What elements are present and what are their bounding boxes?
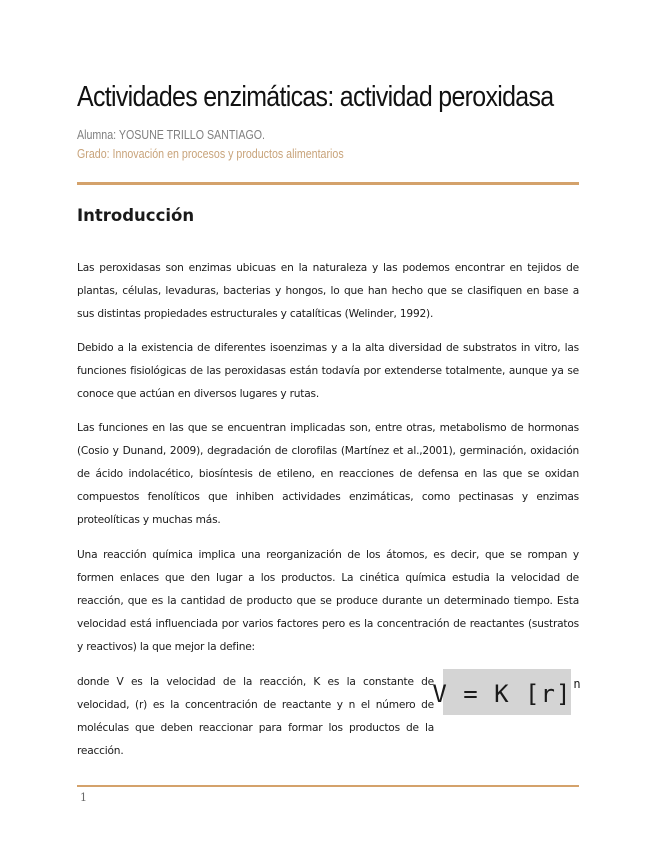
degree-line: Grado: Innovación en procesos y productos alimentarios [77, 146, 344, 161]
paragraph-5: donde V es la velocidad de la reacción, K es la constante de velocidad, (r) es la concentración de reactante y n el número de moléculas que deben reaccionar para formar los productos de la reacción. [77, 675, 434, 758]
rate-equation-base: V = K [r] [432, 679, 572, 708]
footer-divider [77, 785, 579, 787]
rate-equation [432, 677, 581, 708]
header-divider [77, 182, 579, 185]
rate-equation-exponent: n [573, 676, 582, 691]
paragraph-2: Debido a la existencia de diferentes isoenzimas y a la alta diversidad de substratos in vitro, las funciones fisiológicas de las peroxidasas están todavía por extenderse totalmente, aunque ya se conoce que actúan en diversos lugares y rutas. [77, 341, 579, 400]
section-heading: Introducción [77, 206, 195, 225]
rate-equation-image [432, 669, 582, 715]
author-line: Alumna: YOSUNE TRILLO SANTIAGO. [77, 127, 265, 142]
paragraph-3: Las funciones en las que se encuentran implicadas son, entre otras, metabolismo de hormonas (Cosio y Dunand, 2009), degradación de clorofilas (Martínez et al.,2001), germinación, oxidación de ácido indolacético, biosíntesis de etileno, en reacciones de defensa en las que se oxidan compuestos fenolíticos que inhiben actividades enzimáticas, como pectinasas y enzimas proteolíticas y muchas más. [77, 421, 579, 527]
document-title: Actividades enzimáticas: actividad peroxidasa [77, 81, 554, 113]
paragraph-4: Una reacción química implica una reorganización de los átomos, es decir, que se rompan y formen enlaces que den lugar a los productos. La cinética química estudia la velocidad de reacción, que es la cantidad de producto que se produce durante un determinado tiempo. Esta velocidad está influenciada por varios factores pero es la concentración de reactantes (sustratos y reactivos) la que mejor la define: [77, 548, 579, 654]
paragraph-1: Las peroxidasas son enzimas ubicuas en la naturaleza y las podemos encontrar en tejidos de plantas, células, levaduras, bacterias y hongos, lo que han hecho que se clasifiquen en base a sus distintas propiedades estructurales y catalíticas (Welinder, 1992). [77, 261, 579, 320]
page-number: 1 [80, 791, 87, 804]
